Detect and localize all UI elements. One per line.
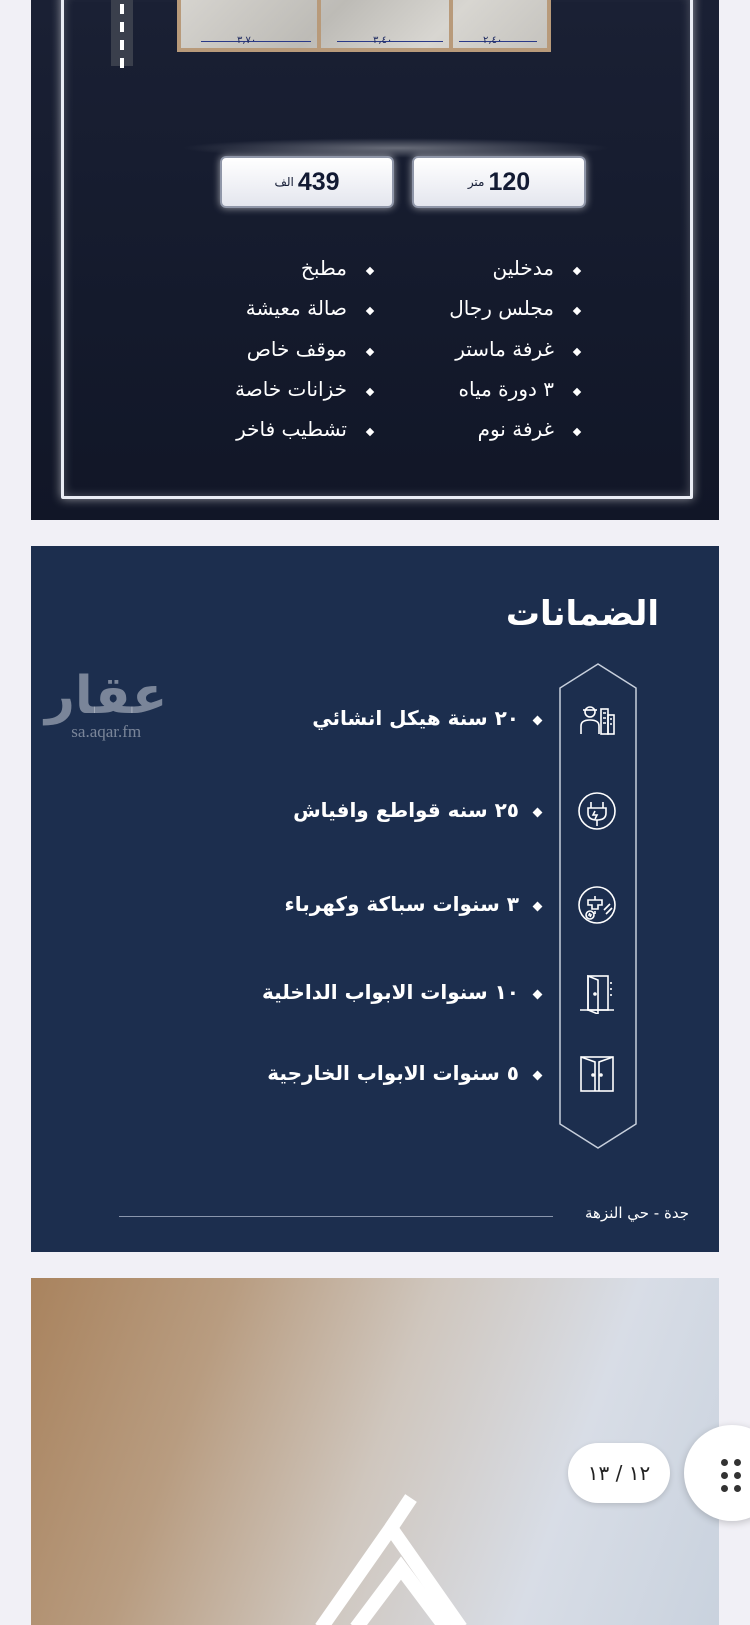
- feature-item: مجلس رجال: [449, 296, 554, 320]
- feature-item: غرفة ماستر: [455, 337, 554, 361]
- double-door-icon: [571, 1053, 623, 1095]
- guarantee-item: [31, 688, 719, 748]
- feature-item: مدخلين: [492, 256, 554, 280]
- area-unit: متر: [467, 175, 485, 189]
- guarantee-text: ٢٥ سنه قواطع وافياش: [293, 798, 519, 822]
- road-graphic: [111, 0, 133, 66]
- guarantee-text: ٢٠ سنة هيكل انشائي: [312, 706, 519, 730]
- guarantee-text: ٣ سنوات سباكة وكهرباء: [284, 892, 519, 916]
- feature-item: مطبخ: [300, 256, 347, 280]
- price-value: 439: [297, 167, 340, 196]
- plan-dimension: ٣,٧٠: [237, 35, 257, 46]
- feature-item: ٣ دورة مياه: [458, 377, 554, 401]
- grid-dots-icon: [721, 1459, 743, 1493]
- feature-item: صالة معيشة: [245, 296, 347, 320]
- guarantee-text: ٥ سنوات الابواب الخارجية: [267, 1061, 519, 1085]
- interior-door-icon: [571, 972, 623, 1014]
- area-badge: [412, 156, 586, 208]
- floor-plan-image: [177, 0, 551, 52]
- guarantee-item: [31, 1043, 719, 1103]
- guarantee-item: [31, 780, 719, 840]
- area-value: 120: [488, 167, 531, 196]
- feature-item: تشطيب فاخر: [236, 417, 347, 441]
- location-label: جدة - حي النزهة: [585, 1204, 689, 1222]
- feature-item: غرفة نوم: [477, 417, 554, 441]
- feature-item: خزانات خاصة: [235, 377, 347, 401]
- divider: [119, 1216, 553, 1217]
- aqar-url: sa.aqar.fm: [71, 722, 142, 741]
- construction-worker-icon: [571, 698, 623, 740]
- plan-dimension: ٢,٤٠: [483, 35, 503, 46]
- gallery-counter: ١٢ / ١٣: [568, 1443, 670, 1503]
- feature-item: موقف خاص: [246, 337, 347, 361]
- floor-plan-card: [31, 0, 719, 520]
- price-unit: الف: [274, 175, 294, 189]
- plumbing-electric-icon: [571, 884, 623, 926]
- guarantee-item: [31, 962, 719, 1022]
- plan-dimension: ٣,٤٠: [373, 35, 393, 46]
- kufic-logo-icon: [261, 1468, 521, 1625]
- power-plug-icon: [571, 790, 623, 832]
- guarantee-text: ١٠ سنوات الابواب الداخلية: [261, 980, 519, 1004]
- guarantees-title: الضمانات: [505, 594, 659, 634]
- glowing-frame: [61, 0, 693, 499]
- guarantees-card: [31, 546, 719, 1252]
- guarantee-item: [31, 874, 719, 934]
- price-badge: [220, 156, 394, 208]
- aqar-logo: عقار: [45, 666, 168, 726]
